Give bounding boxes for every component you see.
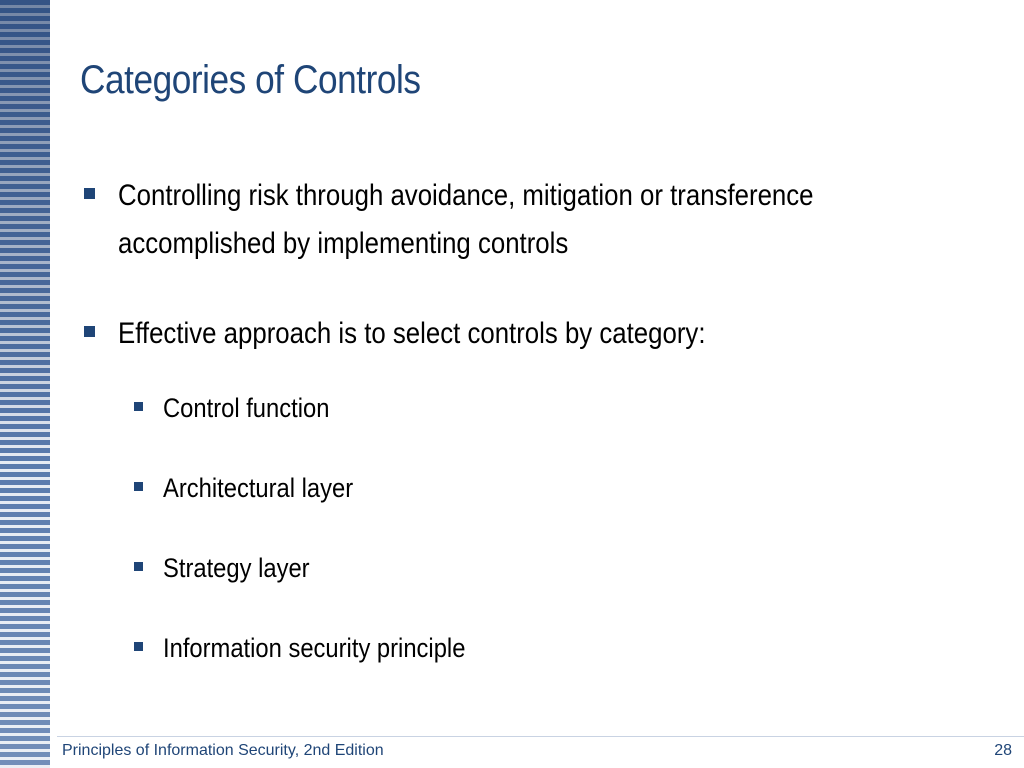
square-bullet-icon [84,326,95,337]
side-bar-shading [0,0,50,768]
square-bullet-icon [134,562,143,571]
sub-bullet-text: Architectural layer [163,473,354,503]
sub-bullet-list [127,384,507,704]
sub-bullet-item [127,384,507,432]
bullet-list [80,172,980,380]
sub-bullet-text: Strategy layer [163,553,310,583]
bullet-item [80,172,980,268]
sub-bullet-item [127,624,507,672]
square-bullet-icon [134,482,143,491]
footer-divider [57,736,1024,737]
square-bullet-icon [134,642,143,651]
slide-title: Categories of Controls [80,58,421,102]
square-bullet-icon [134,402,143,411]
footer-text: Principles of Information Security, 2nd Edition [62,742,384,759]
page-number: 28 [994,742,1012,759]
sub-bullet-text: Information security principle [163,633,466,663]
square-bullet-icon [84,188,95,199]
sub-bullet-item [127,464,507,512]
sub-bullet-text: Control function [163,393,330,423]
bullet-item [80,310,980,358]
sub-bullet-item [127,544,507,592]
bullet-text: Controlling risk through avoidance, mitigation or transference accomplished by implementing controls [118,179,814,260]
bullet-text: Effective approach is to select controls by category: [118,317,706,350]
